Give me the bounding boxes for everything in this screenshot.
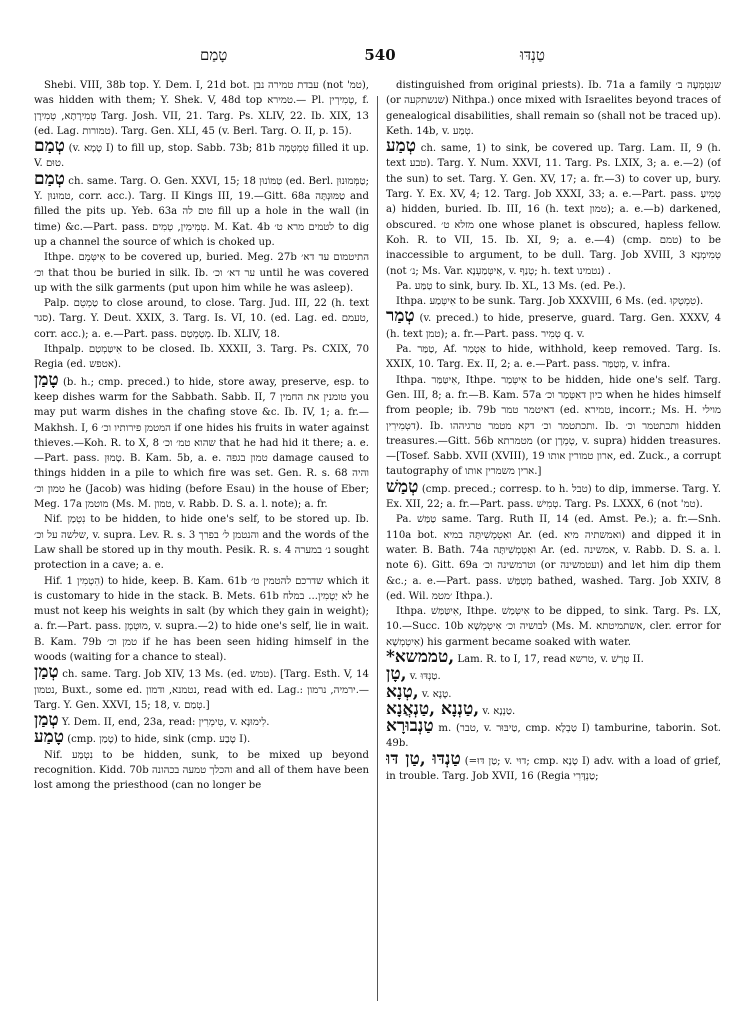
column-divider	[377, 96, 378, 1001]
entry-headword: טַנְבוּרָא	[386, 716, 434, 737]
entry-text: (v. preced.) to hide, preserve, guard. Targ. Gen. XXXV, 4 (h. text טמן); a. fr.—Part. pass. טְמִיר q. v.	[386, 313, 721, 340]
entry-paragraph	[34, 342, 369, 373]
dictionary-entry	[34, 136, 369, 172]
entry-text: Shebi. VIII, 38b top. Y. Dem. I, 21d bot. עבדת טמירה נבן (not 'טמ), was hidden with them; Y. Shek. V, 48d top טמירא.— Pl. טְמִירְין, f. טְמִירָתָא, טְמִירָן Targ. Josh. VII, 21. Targ. Ps. XLIV, 22. Ib. XIX, 13 (ed. Lag. טמורות). Targ. Gen. XLI, 45 (v. Berl. Targ. O. II, p. 15).	[34, 80, 369, 137]
entry-paragraph	[386, 294, 721, 309]
entry-paragraph	[34, 748, 369, 794]
entry-text: (b. h.; cmp. preced.) to hide, store away, preserve, esp. to keep dishes warm for the Sabbath. Sabb. II, 7 טומנין את החמין you may put warm dishes in the chafing stove &c. Ib. IV, 1; a. fr.—Makhsh. I, 6 המטמן פירותיו וכ׳ if one hides his fruits in water against thieves.—Koh. R. to X, 8 שהוא טמ׳ וכ׳ that he had hid it there; a. e.—Part. pass. טָמוּן. B. Kam. 5b, a. e. טמון בגפה damage caused to things hidden in a pile to which fire was set. Gen. R. s. 68 והיה טמון וכ׳ he (Jacob) was hiding (before Esau) in the house of Eber; Meg. 17a מוטמן (Ms. M. טמון, v. Rabb. D. S. a. l. note); a. fr.	[34, 376, 369, 511]
entry-headword: טְמַר	[386, 306, 415, 327]
dictionary-entry	[386, 748, 721, 785]
entry-headword: טְמַע	[386, 136, 416, 157]
entry-text: Hif. הִטְמִין 1) to hide, keep. B. Kam. 61b שדרכם להטמין ט׳ which it is customary to hide in the stack. B. Mets. 61b לא יַטְמִין... במלח he must not keep his weights in salt (by which they gain in weight); a. fr.—Part. pass. מוּטְמָן, v. supra.—2) to hide one's self, lie in wait. B. Kam. 79b טמן וכ׳ if he has been seen hiding himself in the woods (waiting for a chance to steal).	[34, 575, 369, 663]
entry-text: v. טַנְנָא.	[482, 705, 516, 717]
entry-headword: טְמַשׁ	[386, 476, 419, 497]
dictionary-entry	[386, 646, 721, 667]
entry-text: (cmp. טָמַן) to hide, sink (cmp. טָבַע I).	[67, 734, 251, 746]
dictionary-entry	[34, 369, 369, 513]
entry-headword: טַנְדּוּ ,טַן דּוּ	[386, 748, 461, 769]
entry-text: ch. same. Targ. O. Gen. XXVI, 15; 18 טַמּוֹנוּן (ed. Berl. טַמְּמוּנוּן; Y. טמוּנוּן, corr. acc.). Targ. II Kings III, 19.—Gitt. 68a טַמּוּנְתָּה and filled the pits up. Yeb. 63a טום לה fill up a hole in the wall (in time) &c.—Part. pass. טְמִימִין, טְמִים. M. Kat. 4b לטמים מרא ט׳ to dig up a channel the source of which is choked up.	[34, 175, 369, 248]
entry-text: Pa. טַמַּשׁ same. Targ. Ruth II, 14 (ed. Amst. Pe.); a. fr.—Snh. 110a bot. ואִטְמְשִׁיתָּה במיא Ar. (ed. ואמשתיה מיא) and dipped it in water. B. Bath. 74a ואִטְמְשִׁיתָּה Ar. (ed. אמשינה, v. Rabb. D. S. a. l. note 6). Gitt. 69a וטרמשינה וכ׳ (or ועטמשינה) and let him dip them &c.; a. e.—Part. pass. מְטַמַּשׁ bathed, washed. Targ. Job XXIV, 8 (ed. Wil. ׳מטמ Ithpa.).	[386, 514, 721, 602]
dictionary-entry	[386, 476, 721, 513]
header-left-word: טָמַם	[200, 46, 228, 64]
entry-text: Pa. טַמַּר, Af. אַטְמַר to hide, withhold, keep removed. Targ. Is. XXIX, 10. Targ. Ex. II, 2; a. e.—Part. pass. מְטַמַּר, v. infra.	[386, 344, 721, 371]
entry-text: Nif. נִטְמַע to be hidden, sunk, to be mixed up beyond recognition. Kidd. 70b והכלך טמעה בכהונה and all of them have been lost among the priesthood (can no longer be	[34, 749, 369, 792]
entry-paragraph	[34, 250, 369, 296]
entry-text: m. (טבר, v. טַיבּוּר, cmp. טַבְלָא I) tamburine, taborin. Sot. 49b.	[386, 723, 721, 750]
entry-paragraph	[386, 342, 721, 373]
dictionary-entry	[386, 306, 721, 342]
entry-text: Y. Dem. II, end, 23a, read: טִימְרִין, v. לִימוּנָא.	[61, 717, 270, 729]
entry-paragraph	[34, 78, 369, 139]
entry-headword: טַנְנָא ,טַנְאֲנָא,	[386, 698, 480, 719]
entry-text: Palp. טַמְטֵם to close around, to close. Targ. Jud. III, 22 (h. text סגר). Targ. Y. Deut. XXIX, 3. Targ. Is. VI, 10. (ed. Lag. ed. טעמם, corr. acc.); a. e.—Part. pass. מְטַמְטַם. Ib. XLIV, 18.	[34, 298, 369, 340]
entry-text: Ithpa. אִיטַּמַּשׁ, Ithpe. אִיטְּמַשׁ to be dipped, to sink. Targ. Ps. LX, 10.—Succ. 10b לבושיה וכ׳ אִיטְמְשָׁא (Ms. M. אשתמיטתא, cler. error for אִיטְמְשָׁא) his garment became soaked with water.	[386, 606, 721, 648]
entry-text: Pa. טַמַּע to sink, bury. Ib. XL, 13 Ms. (ed. Pe.).	[396, 280, 626, 292]
entry-headword: טָן,	[386, 664, 407, 685]
entry-headword: טָמַן	[34, 369, 59, 390]
running-header	[0, 46, 750, 70]
entry-text: v. טַנְדּוּ.	[409, 671, 441, 683]
entry-paragraph	[386, 604, 721, 650]
entry-text: ch. same, 1) to sink, be covered up. Targ. Lam. II, 9 (h. text טבע). Targ. Y. Num. XXVI, 11. Targ. Ps. LXIX, 3; a. e.—2) (of the sun) to set. Targ. Y. Gen. XV, 17; a. fr.—3) to cover up, bury. Targ. Y. Ex. XV, 4; 12. Targ. Job XXXI, 33; a. e.—Part. pass. טְמִיעַ a) hidden, buried. Ib. III, 16 (h. text טמון); a. e.—b) darkened, obscured. מזלא ט׳ one whose planet is obscured, hapless fellow. Koh. R. to VII, 15. Ib. XI, 9; a. e.—4) (cmp. טמם) to be inaccessible to argument, to be dull. Targ. Job XVIII, 3 טְמִימְנָא (not נ׳; Ms. Var. אִיטְּמַעְנָא, v. טְנַף; h. text נטמינו) .	[386, 143, 721, 277]
entry-paragraph	[34, 296, 369, 342]
entry-paragraph	[386, 78, 721, 139]
dictionary-entry	[386, 664, 721, 685]
entry-paragraph	[34, 512, 369, 573]
entry-text: v. טֶנֶא.	[421, 688, 452, 700]
page-number: 540	[364, 46, 396, 64]
entry-headword: טָמַע	[34, 727, 64, 748]
entry-headword: *טממשא,	[386, 646, 455, 667]
entry-text: Ithpe. אִיטְּמֵם to be covered up, buried. Meg. 27b התיטמום עד דא׳ וכ׳ that thou be buried in silk. Ib. ער דא׳ וכ׳ until he was covered up with the silk garments (put upon him while he was asleep).	[34, 252, 369, 294]
entry-text: distinguished from original priests). Ib. 71a a family שנִטְמְעָה ב׳ (or שנשתקעה) Nithpa.) once mixed with Israelites beyond traces of genealogical disabilities, shall remain so (shall not be traced up). Keth. 14b, v. טְמַע.	[386, 80, 721, 137]
entry-text: Nif. נִטְמַן to be hidden, to hide one's self, to be stored up. Ib. שלשה על וכ׳, v. supra. Lev. R. s. 3 והנטמן ל׳ בפרך and the words of the Law shall be stored up in thy mouth. Pesik. R. s. 4 נ׳ במערה sought protection in a cave; a. e.	[34, 514, 369, 572]
dictionary-entry	[34, 168, 369, 250]
dictionary-entry	[34, 710, 369, 731]
right-column	[386, 78, 721, 1008]
entry-paragraph	[34, 574, 369, 666]
entry-headword: טְמַן	[34, 710, 59, 731]
entry-paragraph	[386, 512, 721, 604]
entry-text: Lam. R. to I, 17, read טרשא, v. טְרַשׁ II.	[457, 653, 644, 665]
dictionary-entry	[34, 662, 369, 713]
entry-text: Ithpalp. אִיטַּמְטַם to be closed. Ib. XXXII, 3. Targ. Ps. CXIX, 70 Regia (ed. אטפש).	[34, 344, 369, 371]
entry-paragraph	[386, 373, 721, 480]
header-right-word: טַנְדּוּ	[520, 46, 545, 64]
entry-text: Ithpa. אִיטַּמַּר, Ithpe. אִיטְּמַר to be hidden, hide one's self. Targ. Gen. III, 8; a. fr.—B. Kam. 57a כיון דאִטְּמַר וכ׳ when he hides himself from people; ib. 79b דאיטמר טמר (ed. טמירא, incorr.; Ms. H. מוילי דטְמִירִין). Ib. ותכתטמר וכ׳ דקא מטמר טרגיההו. Ib. ותכתטמר וכ׳ hidden treasures.—Gitt. 56b מטמרתא (or טְמְרָן, v. supra) hidden treasures.—[Tosef. Sabb. XVII (XVIII), 19 ארון טמורין אותו, ed. Zuck., a corrupt tautography of ארין משמרין אותו.]	[386, 374, 721, 478]
dictionary-entry	[34, 727, 369, 748]
entry-text: Ithpa. אִיטְּמַע to be sunk. Targ. Job XXXVIII, 6 Ms. (ed. טִמְטְקוּ).	[396, 296, 704, 308]
entry-headword: טְמַם	[34, 168, 65, 189]
entry-headword: טְמַן	[34, 662, 59, 683]
entry-text: (cmp. preced.; corresp. to h. טבל) to dip, immerse. Targ. Y. Ex. XII, 22; a. fr.—Part. pass. טְמִישׁ. Targ. Ps. LXXX, 6 (not 'טמ).	[386, 483, 721, 511]
entry-headword: טְנָא,	[386, 681, 419, 702]
entry-text: ch. same. Targ. Job XIV, 13 Ms. (ed. טמש). [Targ. Esth. V, 14 נטמון, Buxt., some ed. נטמנא, ודמון, read with ed. Lag.: ירמיה, נרמון.—Targ. Y. Gen. XXVI, 15; 18, v. טְמַם.]	[34, 669, 369, 711]
entry-text: (v. טָמָא I) to fill up, stop. Sabb. 73b; 81b טִמְטְמָה filled it up. V. טוּם.	[34, 143, 369, 170]
left-column	[34, 78, 369, 1008]
dictionary-entry	[386, 698, 721, 719]
entry-paragraph	[386, 279, 721, 294]
dictionary-entry	[386, 716, 721, 752]
dictionary-entry	[386, 136, 721, 279]
entry-headword: טְמַם	[34, 136, 65, 157]
entry-text: (=טַן דּוּ; v. דוּי; cmp. טָנָא I) adv. with a load of grief, in trouble. Targ. Job XVII, 16 (Regia טַנְדָּרִי;	[386, 755, 721, 783]
